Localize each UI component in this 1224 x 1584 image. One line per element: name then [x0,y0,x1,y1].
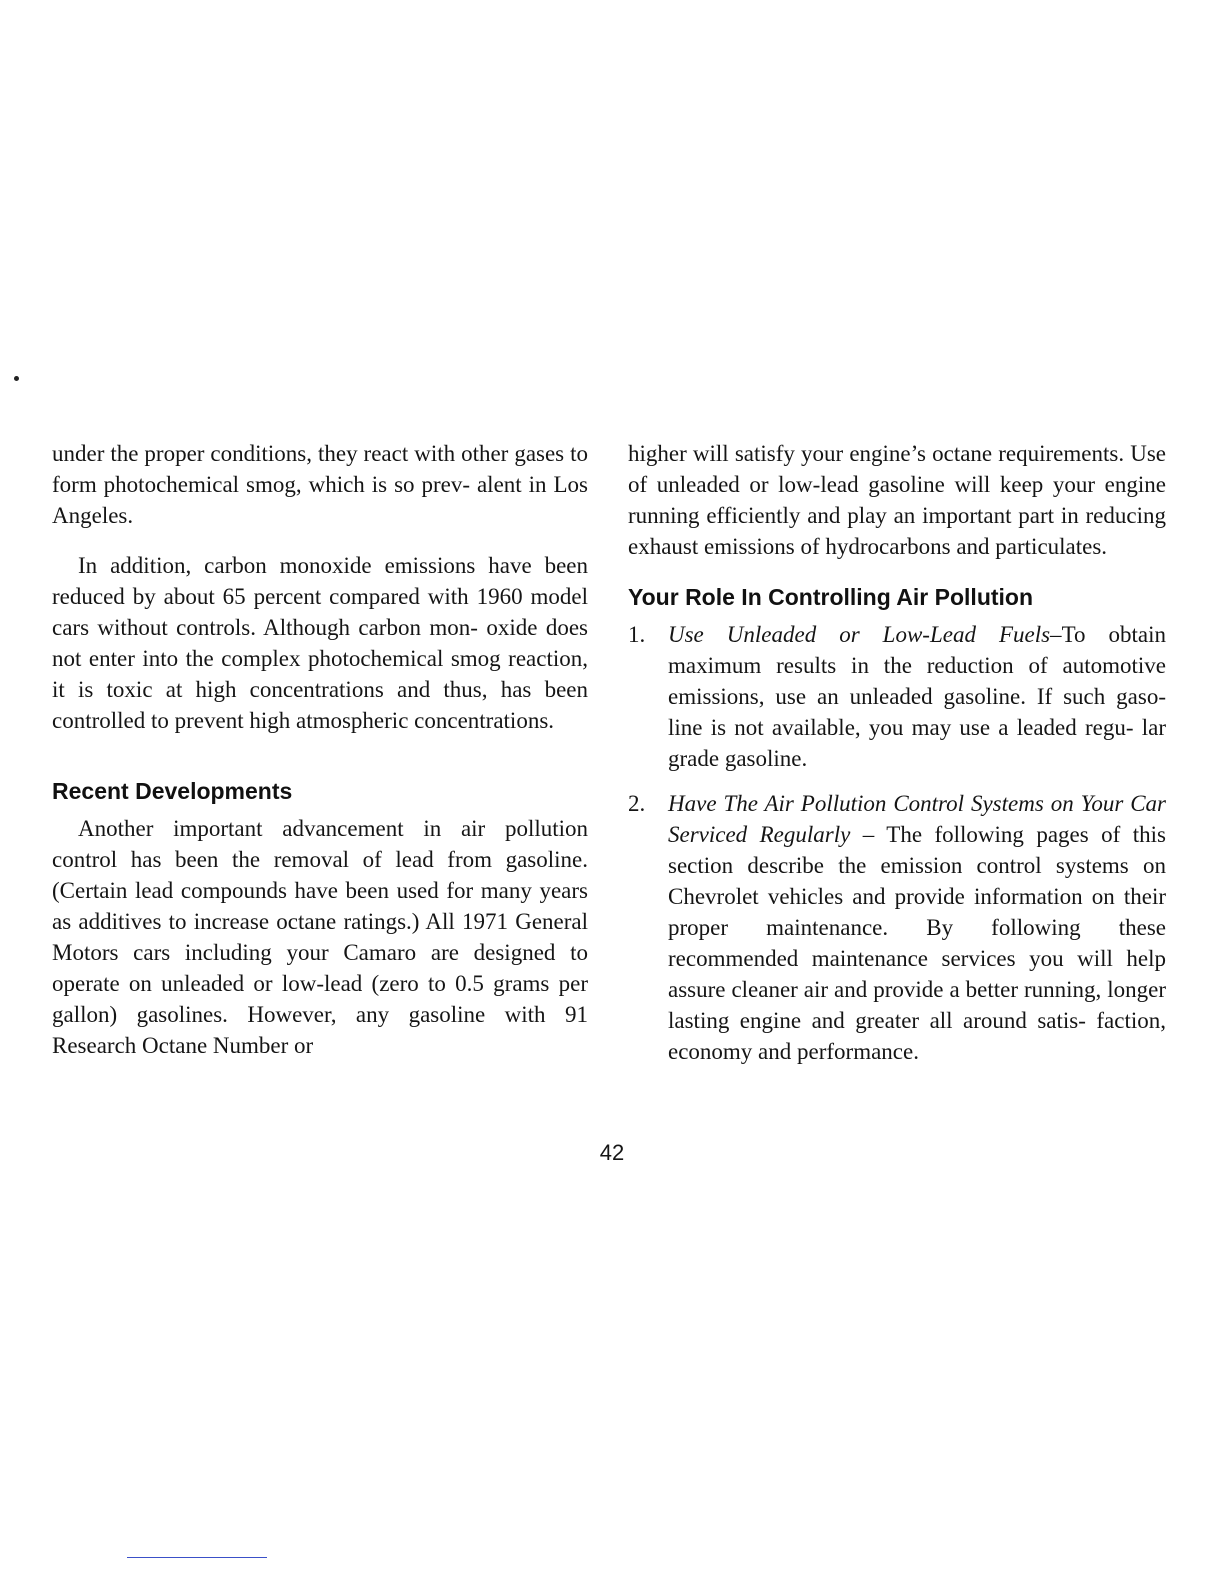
page-number: 42 [599,1140,625,1165]
list-item [628,788,1166,1067]
list-item-lead: Use Unleaded or Low-Lead Fuels– [668,622,1062,647]
paragraph-carbon-monoxide: In addition, carbon monoxide emissions have been reduced by about 65 percent compared with 1960 model cars without controls. Although carbon mon- oxide does not enter into the complex photochemical smog reaction, it is toxic at high concentrations and thus, has been controlled to prevent high atmospheric concentrations. [52,553,588,733]
list-item-lead: Have The Air Pollution Control Systems on Your Car Serviced Regularly [668,791,1166,847]
list-item-text: – The following pages of this section describe the emission control systems on Chevrolet vehicles and provide information on their proper maintenance. By following these recommended maintenance services you will help assure cleaner air and provide a better running, longer lasting engine and greater all around satis- faction, economy and performance. [668,822,1166,1064]
paragraph-octane: higher will satisfy your engine’s octane requirements. Use of unleaded or low-lead gasoline will keep your engine running efficiently and play an important part in reducing exhaust emissions of hydrocarbons and particulates. [628,441,1166,559]
list-item-number: 2. [628,791,646,816]
role-list [628,619,1166,1067]
right-column [628,438,1166,1067]
list-item-text: To obtain maximum results in the reduction of automotive emissions, use an unleaded gasoline. If such gaso- line is not available, you may use a leaded regu- lar grade gasoline. [668,622,1167,771]
list-item [628,619,1166,774]
footer-rule [127,1557,267,1558]
paragraph-smog: under the proper conditions, they react with other gases to form photochemical smog, which is so prev- alent in Los Angeles. [52,441,588,528]
left-column [52,438,588,1061]
heading-recent-developments: Recent Developments [52,778,293,804]
list-item-number: 1. [628,622,646,647]
margin-dot [14,376,19,381]
paragraph-lead-removal: Another important advancement in air pollution control has been the removal of lead from gasoline. (Certain lead compounds have been used for many years as additives to increase octane ratings.) All 1971 General Motors cars including your Camaro are designed to operate on unleaded or low-lead (zero to 0.5 grams per gallon) gasolines. However, any gasoline with 91 Research Octane Number or [52,816,588,1058]
heading-your-role: Your Role In Controlling Air Pollution [628,584,1034,610]
